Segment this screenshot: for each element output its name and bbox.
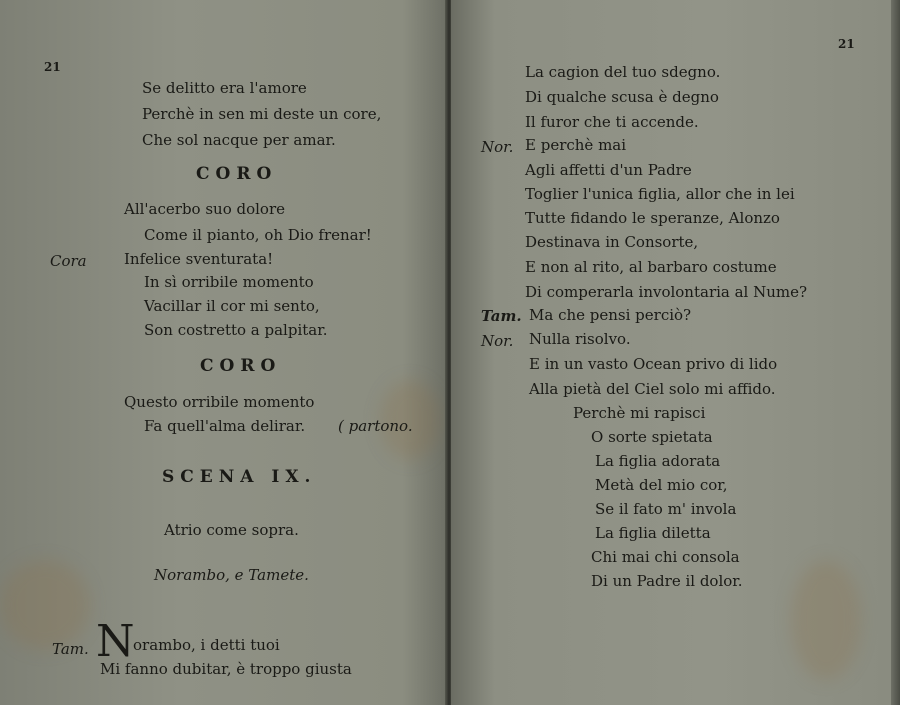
speaker-label: Cora <box>50 252 87 270</box>
verse-line: Metà del mio cor, <box>595 476 728 494</box>
verse-line: E perchè mai <box>525 136 627 154</box>
verse-line: Di un Padre il dolor. <box>591 572 743 590</box>
verse-line: E non al rito, al barbaro costume <box>525 258 777 276</box>
verse-line: O sorte spietata <box>591 428 713 446</box>
verse-line: Infelice sventurata! <box>124 250 274 268</box>
speaker-label: Nor. <box>481 138 514 156</box>
speaker-label: Tam. <box>481 307 522 325</box>
right-page <box>451 0 891 705</box>
verse-line: Tutte fidando le speranze, Alonzo <box>525 209 780 227</box>
coro-heading: CORO <box>200 356 282 376</box>
page-edge <box>891 0 900 705</box>
verse-line: orambo, i detti tuoi <box>133 636 280 654</box>
characters-line: Norambo, e Tamete. <box>154 566 309 584</box>
stage-direction: ( partono. <box>338 417 413 435</box>
setting-line: Atrio come sopra. <box>164 521 299 539</box>
left-page <box>0 0 447 705</box>
verse-line: Come il pianto, oh Dio frenar! <box>144 226 372 244</box>
speaker-label: Nor. <box>481 332 514 350</box>
verse-line: Fa quell'alma delirar. <box>144 417 306 435</box>
verse-line: Perchè in sen mi deste un core, <box>142 105 382 123</box>
page-number: 21 <box>838 37 855 51</box>
verse-line: All'acerbo suo dolore <box>124 200 286 218</box>
verse-line: Alla pietà del Ciel solo mi affido. <box>529 380 776 398</box>
verse-line: Perchè mi rapisci <box>573 404 706 422</box>
verse-line: La figlia diletta <box>595 524 711 542</box>
stain <box>0 560 90 650</box>
verse-line: Che sol nacque per amar. <box>142 131 336 149</box>
verse-line: Toglier l'unica figlia, allor che in lei <box>525 185 795 203</box>
verse-line: Destinava in Consorte, <box>525 233 699 251</box>
coro-heading: CORO <box>196 164 278 184</box>
verse-line: Se il fato m' invola <box>595 500 737 518</box>
verse-line: Se delitto era l'amore <box>142 79 307 97</box>
verse-line: Di comperarla involontaria al Nume? <box>525 283 808 301</box>
verse-line: Questo orribile momento <box>124 393 315 411</box>
verse-line: Mi fanno dubitar, è troppo giusta <box>100 660 352 678</box>
drop-cap: N <box>96 616 135 667</box>
verse-line: Agli affetti d'un Padre <box>525 161 692 179</box>
verse-line: La figlia adorata <box>595 452 721 470</box>
scene-heading: SCENA IX. <box>162 467 317 487</box>
verse-line: Son costretto a palpitar. <box>144 321 328 339</box>
verse-line: In sì orribile momento <box>144 273 314 291</box>
verse-line: Nulla risolvo. <box>529 330 631 348</box>
verse-line: Il furor che ti accende. <box>525 113 699 131</box>
page-number: 21 <box>44 60 61 74</box>
speaker-label: Tam. <box>52 640 89 658</box>
verse-line: La cagion del tuo sdegno. <box>525 63 721 81</box>
verse-line: Ma che pensi perciò? <box>529 306 692 324</box>
verse-line: Chi mai chi consola <box>591 548 740 566</box>
verse-line: Vacillar il cor mi sento, <box>144 297 320 315</box>
stain <box>791 560 861 680</box>
verse-line: E in un vasto Ocean privo di lido <box>529 355 778 373</box>
verse-line: Di qualche scusa è degno <box>525 88 719 106</box>
